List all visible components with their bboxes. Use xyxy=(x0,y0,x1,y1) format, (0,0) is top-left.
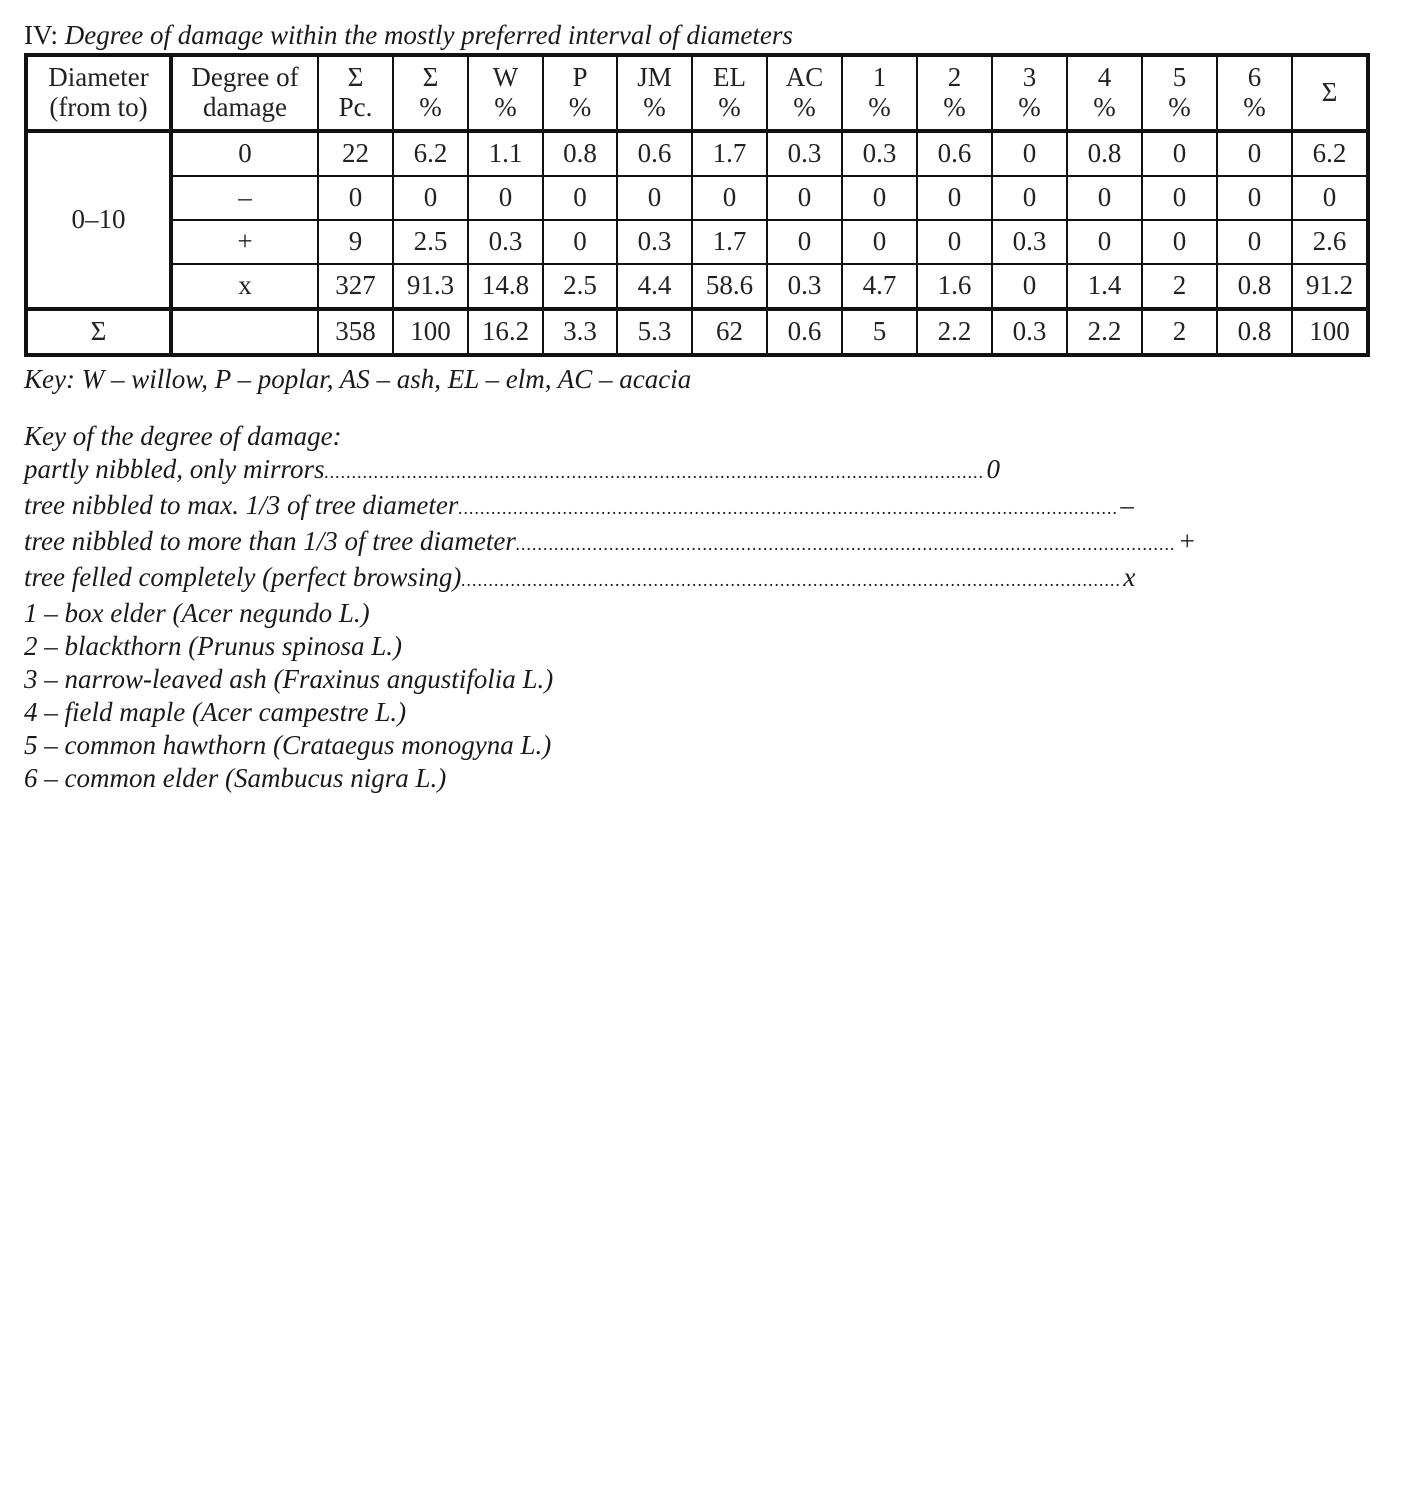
species-abbreviation-key: Key: W – willow, P – poplar, AS – ash, EL – elm, AC – acacia xyxy=(24,364,692,395)
table-cell: 0 xyxy=(1217,131,1292,176)
table-cell: 0 xyxy=(992,264,1067,309)
column-header-bottom: % xyxy=(793,92,816,123)
table-cell: 1.7 xyxy=(692,220,767,264)
column-header-top: Σ xyxy=(1321,77,1338,108)
sum-cell: 2.2 xyxy=(917,309,992,355)
table-cell: 1.7 xyxy=(692,131,767,176)
table-cell: 0.3 xyxy=(992,220,1067,264)
table-cell: 0.6 xyxy=(617,131,692,176)
table-cell: 0 xyxy=(842,176,917,220)
table-cell: 6.2 xyxy=(393,131,468,176)
damage-degree-legend xyxy=(24,420,1197,597)
sum-cell: 5.3 xyxy=(617,309,692,355)
table-cell: 327 xyxy=(318,264,393,309)
table-cell: 0 xyxy=(1292,176,1368,220)
caption-prefix: IV: xyxy=(24,20,58,50)
species-item: 2 – blackthorn (Prunus spinosa L.) xyxy=(24,631,402,662)
column-header-top: 4 xyxy=(1097,62,1112,93)
leader-dots: ........................................................................................................................ xyxy=(324,462,985,483)
sum-cell: 62 xyxy=(692,309,767,355)
degree-cell: + xyxy=(171,220,318,264)
column-header-top: 6 xyxy=(1247,62,1262,93)
column-header xyxy=(26,55,171,131)
sum-cell: 100 xyxy=(1292,309,1368,355)
column-header xyxy=(543,55,617,131)
legend-item-text: tree felled completely (perfect browsing) xyxy=(24,562,462,593)
column-header-bottom: Pc. xyxy=(338,92,373,123)
table-cell: 4.4 xyxy=(617,264,692,309)
column-header-top: 2 xyxy=(947,62,962,93)
column-header-top: Σ xyxy=(422,62,439,93)
column-header-top: EL xyxy=(713,62,746,93)
table-cell: 1.1 xyxy=(468,131,543,176)
leader-dots: ........................................................................................................................ xyxy=(461,570,1122,591)
legend-item-code: – xyxy=(1120,490,1134,521)
column-header xyxy=(992,55,1067,131)
sum-cell: 100 xyxy=(393,309,468,355)
table-cell: 0 xyxy=(1142,176,1217,220)
sum-cell: 358 xyxy=(318,309,393,355)
table-cell: 0 xyxy=(917,220,992,264)
column-header-bottom: % xyxy=(1018,92,1041,123)
table-cell: 0 xyxy=(917,176,992,220)
column-header-bottom: % xyxy=(1243,92,1266,123)
table-cell: 0.3 xyxy=(767,264,842,309)
table-cell: 0 xyxy=(543,220,617,264)
legend-item-text: tree nibbled to max. 1/3 of tree diameter xyxy=(24,490,459,521)
table-cell: 0.8 xyxy=(1217,264,1292,309)
table-cell: 0 xyxy=(842,220,917,264)
column-header xyxy=(1142,55,1217,131)
table-sum-row xyxy=(26,309,1368,355)
column-header-top: JM xyxy=(637,62,672,93)
table-cell: 6.2 xyxy=(1292,131,1368,176)
table-cell: 0.8 xyxy=(1067,131,1142,176)
table-cell: 2.5 xyxy=(543,264,617,309)
sum-cell: 2.2 xyxy=(1067,309,1142,355)
degree-cell: x xyxy=(171,264,318,309)
table-cell: 0 xyxy=(1067,220,1142,264)
table-cell: 0 xyxy=(1142,131,1217,176)
degree-cell: – xyxy=(171,176,318,220)
legend-item-code: x xyxy=(1123,562,1136,593)
column-header xyxy=(171,55,318,131)
column-header-bottom: % xyxy=(868,92,891,123)
table-cell: 2.5 xyxy=(393,220,468,264)
table-cell: 2 xyxy=(1142,264,1217,309)
table-cell: 0 xyxy=(1217,176,1292,220)
table-cell: 0 xyxy=(393,176,468,220)
column-header xyxy=(1217,55,1292,131)
table-cell: 1.6 xyxy=(917,264,992,309)
table-cell: 1.4 xyxy=(1067,264,1142,309)
legend-item xyxy=(24,525,1197,561)
column-header-bottom: damage xyxy=(203,92,287,123)
table-header-row xyxy=(26,55,1368,131)
table-cell: 0 xyxy=(1217,220,1292,264)
table-cell: 4.7 xyxy=(842,264,917,309)
table-cell: 0 xyxy=(1142,220,1217,264)
caption-text: Degree of damage within the mostly preferred interval of diameters xyxy=(64,20,793,50)
leader-dots: ........................................................................................................................ xyxy=(515,534,1176,555)
document-page xyxy=(24,14,1366,795)
table-cell: 58.6 xyxy=(692,264,767,309)
table-cell: 0.8 xyxy=(543,131,617,176)
table-cell: 0.3 xyxy=(767,131,842,176)
table-cell: 0 xyxy=(543,176,617,220)
legend-item-text: partly nibbled, only mirrors xyxy=(24,454,325,485)
column-header-bottom: (from to) xyxy=(49,92,148,123)
column-header xyxy=(917,55,992,131)
column-header-bottom: % xyxy=(494,92,517,123)
column-header xyxy=(318,55,393,131)
column-header-bottom: % xyxy=(568,92,592,123)
table-cell: 0 xyxy=(617,176,692,220)
degree-cell: 0 xyxy=(171,131,318,176)
column-header xyxy=(767,55,842,131)
sum-cell: 0.3 xyxy=(992,309,1067,355)
column-header-top: AC xyxy=(785,62,824,93)
table-cell: 0 xyxy=(992,176,1067,220)
table-cell: 0 xyxy=(992,131,1067,176)
table-cell: 0.3 xyxy=(842,131,917,176)
table-cell: 0 xyxy=(692,176,767,220)
column-header-top: W xyxy=(492,62,519,93)
legend-item xyxy=(24,453,1000,489)
table-cell: 0.3 xyxy=(468,220,543,264)
table-cell: 2.6 xyxy=(1292,220,1368,264)
legend-item-code: 0 xyxy=(986,454,1000,485)
column-header-bottom: % xyxy=(718,92,741,123)
table-cell: 22 xyxy=(318,131,393,176)
column-header-top: 1 xyxy=(872,62,887,93)
table-cell: 0 xyxy=(1067,176,1142,220)
sum-cell: 0.6 xyxy=(767,309,842,355)
sum-cell: 2 xyxy=(1142,309,1217,355)
column-header xyxy=(617,55,692,131)
column-header-bottom: % xyxy=(1093,92,1116,123)
table-row xyxy=(26,131,1368,176)
sum-cell: 16.2 xyxy=(468,309,543,355)
column-header-top: P xyxy=(572,62,588,93)
column-header-top: 5 xyxy=(1172,62,1187,93)
table-cell: 0 xyxy=(468,176,543,220)
column-header-top: 3 xyxy=(1022,62,1037,93)
column-header xyxy=(842,55,917,131)
species-item: 1 – box elder (Acer negundo L.) xyxy=(24,598,370,629)
table-cell: 91.3 xyxy=(393,264,468,309)
species-item: 6 – common elder (Sambucus nigra L.) xyxy=(24,763,447,794)
legend-item xyxy=(24,561,1136,597)
table-cell: 0.6 xyxy=(917,131,992,176)
column-header-top: Diameter xyxy=(48,62,149,93)
species-item: 4 – field maple (Acer campestre L.) xyxy=(24,697,407,728)
species-item: 5 – common hawthorn (Crataegus monogyna L.) xyxy=(24,730,552,761)
table-cell: 0 xyxy=(767,176,842,220)
sum-label-cell: Σ xyxy=(26,309,171,355)
species-list xyxy=(24,597,1366,795)
table-cell: 0.3 xyxy=(617,220,692,264)
leader-dots: ........................................................................................................................ xyxy=(458,498,1119,519)
sum-cell: 5 xyxy=(842,309,917,355)
column-header xyxy=(1067,55,1142,131)
legend-item xyxy=(24,489,1134,525)
table-row xyxy=(26,176,1368,220)
table-row xyxy=(26,264,1368,309)
column-header-bottom: % xyxy=(419,92,442,123)
damage-table xyxy=(24,53,1370,357)
sum-cell: 3.3 xyxy=(543,309,617,355)
column-header-top: Σ xyxy=(347,62,364,93)
table-cell: 91.2 xyxy=(1292,264,1368,309)
table-row xyxy=(26,220,1368,264)
column-header-bottom: % xyxy=(643,92,666,123)
column-header xyxy=(393,55,468,131)
column-header xyxy=(1292,55,1368,131)
legend-item-text: tree nibbled to more than 1/3 of tree diameter xyxy=(24,526,516,557)
species-item: 3 – narrow-leaved ash (Fraxinus angustifolia L.) xyxy=(24,664,554,695)
column-header xyxy=(468,55,543,131)
column-header xyxy=(692,55,767,131)
diameter-group-cell: 0–10 xyxy=(26,131,171,309)
table-cell: 9 xyxy=(318,220,393,264)
table-cell: 14.8 xyxy=(468,264,543,309)
legend-item-code: + xyxy=(1177,526,1197,557)
sum-cell: 0.8 xyxy=(1217,309,1292,355)
column-header-bottom: % xyxy=(1168,92,1191,123)
column-header-bottom: % xyxy=(943,92,966,123)
sum-degree-cell xyxy=(171,309,318,355)
column-header-top: Degree of xyxy=(191,62,299,93)
table-cell: 0 xyxy=(767,220,842,264)
legend-title: Key of the degree of damage: xyxy=(24,421,342,452)
table-caption xyxy=(24,18,1366,53)
table-cell: 0 xyxy=(318,176,393,220)
